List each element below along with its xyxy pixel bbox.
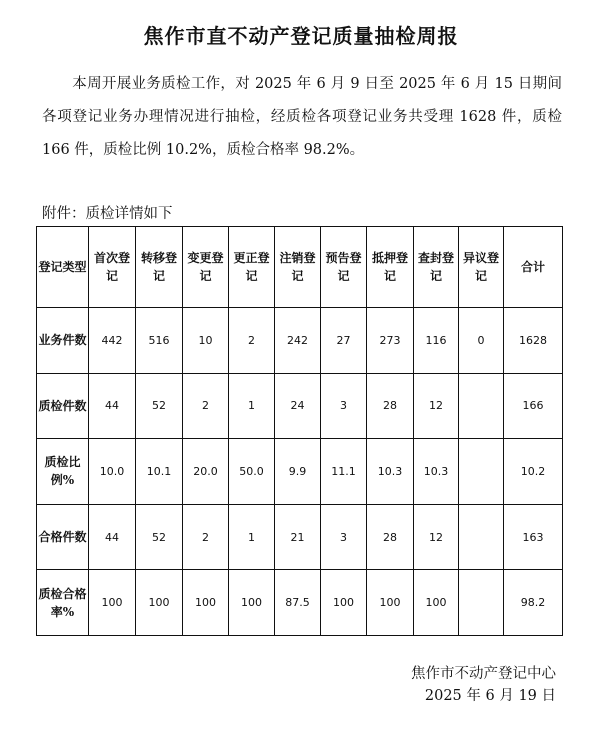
table-cell: 12: [414, 373, 459, 439]
table-row: [37, 504, 563, 570]
header-cell: 登记类型: [37, 227, 89, 308]
row-label: 合格件数: [37, 504, 89, 570]
table-cell: 44: [89, 373, 136, 439]
table-cell: 100: [136, 570, 183, 636]
header-cell: 更正登记: [229, 227, 275, 308]
table-cell: 100: [321, 570, 367, 636]
header-cell: 查封登记: [414, 227, 459, 308]
table-cell: [459, 373, 504, 439]
table-cell: 163: [504, 504, 563, 570]
issue-date: 2025 年 6 月 19 日: [424, 688, 556, 704]
header-cell: 变更登记: [183, 227, 229, 308]
table-cell: 3: [321, 373, 367, 439]
table-cell: 100: [414, 570, 459, 636]
table-cell: 2: [183, 373, 229, 439]
table-cell: 442: [89, 308, 136, 374]
table-cell: 10.0: [89, 439, 136, 505]
table-cell: 166: [504, 373, 563, 439]
table-cell: 100: [367, 570, 414, 636]
header-cell: 抵押登记: [367, 227, 414, 308]
table-cell: 116: [414, 308, 459, 374]
header-cell: 转移登记: [136, 227, 183, 308]
table-cell: 242: [275, 308, 321, 374]
intro-text: 本周开展业务质检工作，对 2025 年 6 月 9 日至 2025 年 6 月 15 日期间各项登记业务办理情况进行抽检，经质检各项登记业务共受理 1628 件，质检 166 件，质检比例 10.2%，质检合格率 98.2%。: [42, 76, 562, 158]
table-cell: 20.0: [183, 439, 229, 505]
table-cell: 24: [275, 373, 321, 439]
table-cell: 10.3: [367, 439, 414, 505]
table-cell: [459, 504, 504, 570]
table-header-row: [37, 227, 563, 308]
header-cell: 合计: [504, 227, 563, 308]
intro-paragraph: [42, 68, 562, 167]
table-cell: [459, 439, 504, 505]
header-cell: 首次登记: [89, 227, 136, 308]
table-cell: 273: [367, 308, 414, 374]
table-cell: 2: [183, 504, 229, 570]
table-cell: 9.9: [275, 439, 321, 505]
table-cell: 11.1: [321, 439, 367, 505]
table-cell: 87.5: [275, 570, 321, 636]
table-cell: 1628: [504, 308, 563, 374]
table-cell: 100: [229, 570, 275, 636]
table-cell: [459, 570, 504, 636]
report-title: 焦作市直不动产登记质量抽检周报: [143, 24, 459, 48]
table-cell: 28: [367, 373, 414, 439]
table-cell: 10.3: [414, 439, 459, 505]
table-row: [37, 373, 563, 439]
table-cell: 50.0: [229, 439, 275, 505]
table-row: [37, 570, 563, 636]
table-cell: 98.2: [504, 570, 563, 636]
table-cell: 28: [367, 504, 414, 570]
table-cell: 100: [89, 570, 136, 636]
row-label: 质检比例%: [37, 439, 89, 505]
table-cell: 516: [136, 308, 183, 374]
table-cell: 100: [183, 570, 229, 636]
table-cell: 44: [89, 504, 136, 570]
table-cell: 10: [183, 308, 229, 374]
header-cell: 异议登记: [459, 227, 504, 308]
issuing-organization: 焦作市不动产登记中心: [411, 666, 556, 682]
table-cell: 27: [321, 308, 367, 374]
table-row: [37, 308, 563, 374]
table-cell: 10.1: [136, 439, 183, 505]
table-cell: 12: [414, 504, 459, 570]
table-cell: 1: [229, 504, 275, 570]
table-cell: 10.2: [504, 439, 563, 505]
header-cell: 预告登记: [321, 227, 367, 308]
table-cell: 3: [321, 504, 367, 570]
inspection-table: [36, 226, 563, 636]
table-cell: 21: [275, 504, 321, 570]
table-cell: 52: [136, 504, 183, 570]
table-cell: 1: [229, 373, 275, 439]
table-cell: 2: [229, 308, 275, 374]
table-row: [37, 439, 563, 505]
row-label: 质检件数: [37, 373, 89, 439]
table-cell: 0: [459, 308, 504, 374]
table-cell: 52: [136, 373, 183, 439]
attachment-note: 附件：质检详情如下: [42, 206, 173, 222]
header-cell: 注销登记: [275, 227, 321, 308]
row-label: 质检合格率%: [37, 570, 89, 636]
row-label: 业务件数: [37, 308, 89, 374]
